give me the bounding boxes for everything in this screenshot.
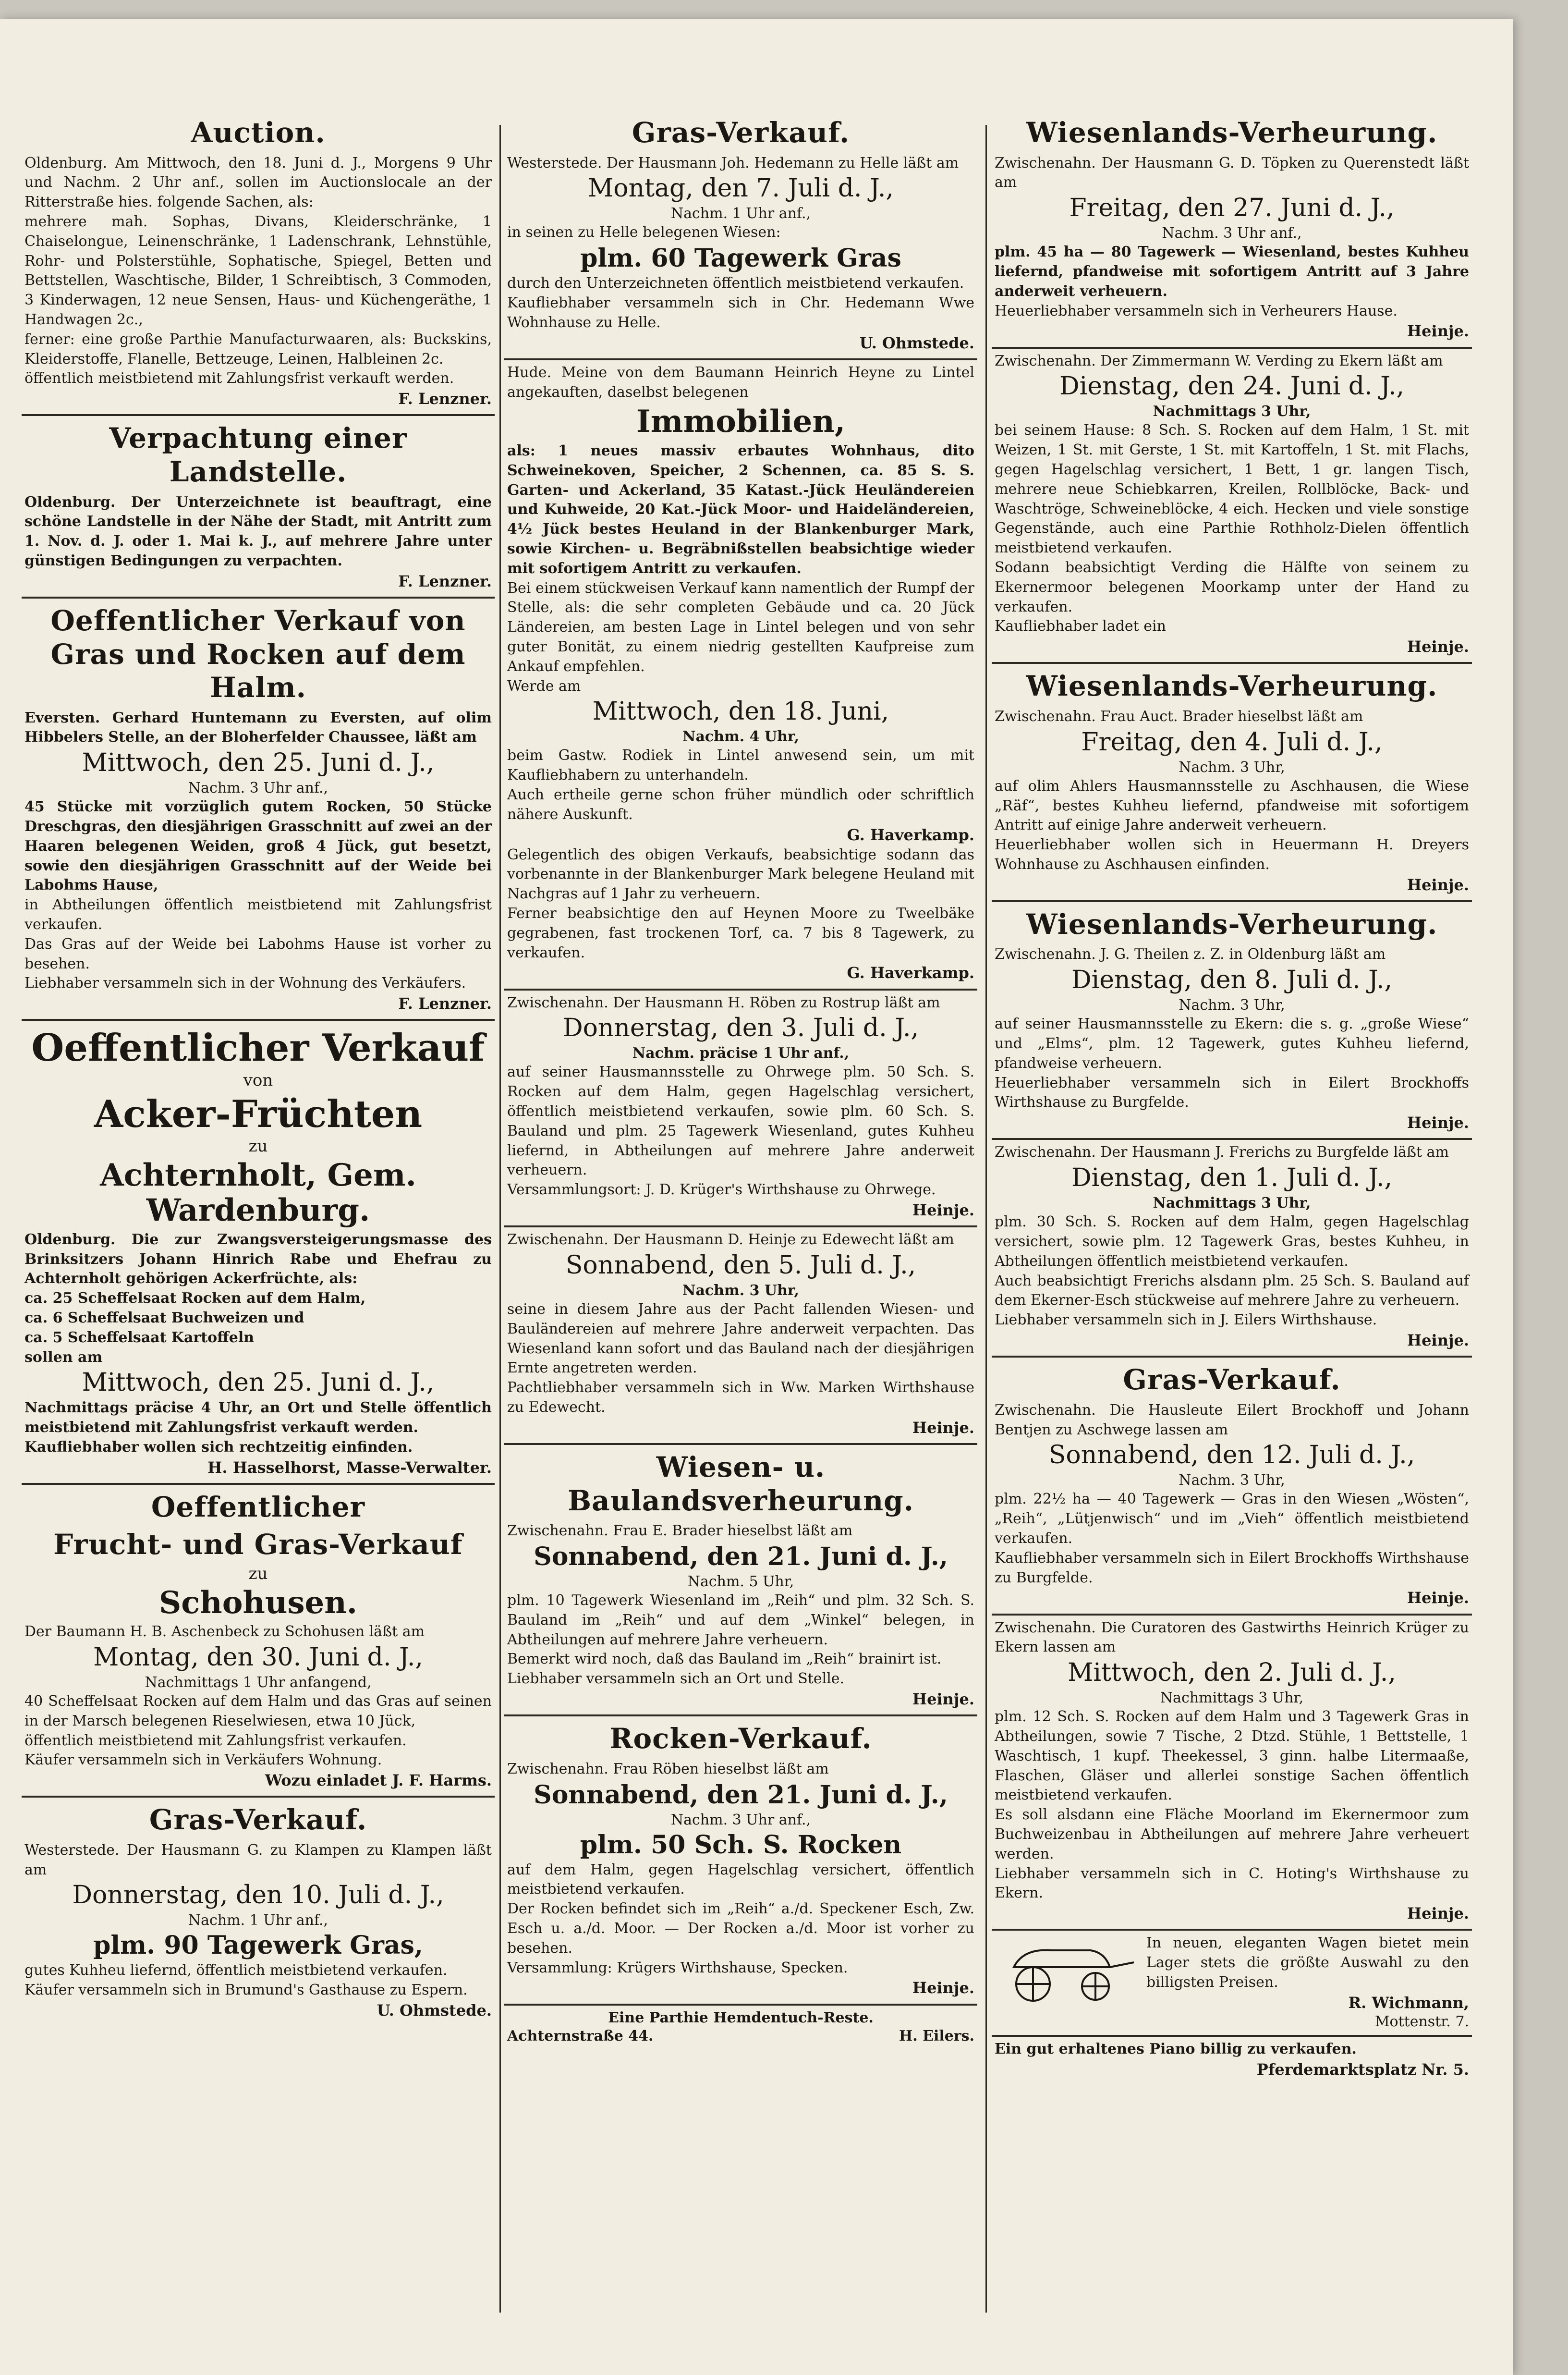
- column-divider: [499, 125, 501, 2313]
- ad-time: Nachmittags 1 Uhr anfangend,: [145, 1674, 372, 1691]
- ad-time: Nachm. 4 Uhr,: [682, 728, 799, 746]
- ad-title: Wiesenlands-Verheurung.: [1026, 670, 1438, 703]
- ad-text: Liebhaber versammeln sich an Ort und Stelle.: [507, 1670, 845, 1688]
- ad-title: Oeffentlicher Verkauf von Gras und Rocken auf dem Halm.: [50, 604, 466, 704]
- ad-date: Sonnabend, den 5. Juli d. J.,: [565, 1251, 916, 1280]
- ad-title: Gras-Verkauf.: [149, 1803, 367, 1836]
- ad-signature: Heinje.: [1407, 875, 1469, 894]
- ad-title: Wiesenlands-Verheurung.: [1026, 116, 1438, 149]
- ad-time: Nachm. 3 Uhr,: [1179, 997, 1285, 1014]
- ad-title: Immobilien,: [636, 404, 846, 440]
- ad-time: Nachm. 1 Uhr anf.,: [188, 1912, 328, 1929]
- ad-title-connector: zu: [248, 1137, 268, 1156]
- ad-auction: [22, 110, 495, 416]
- ad-text: Ferner beabsichtige den auf Heynen Moore zu Tweelbäke gegrabenen, fast trockenen Torf, ca. 7 bis 8 Tagewerk, zu verkaufen.: [507, 905, 974, 961]
- ad-text: Gelegentlich des obigen Verkaufs, beabsichtige sodann das vorbenannte in der Blankenburger Mark belegene Heuland mit Nachgras auf 1 Jahr zu verheuern.: [507, 846, 974, 903]
- carriage-block: [995, 1934, 1469, 2030]
- ad-meadow-brader: [992, 664, 1472, 902]
- ad-text: Zwischenahn. Die Curatoren des Gastwirths Heinrich Krüger zu Ekern lassen am: [995, 1619, 1469, 1656]
- ad-text: auf olim Ahlers Hausmannsstelle zu Aschhausen, die Wiese „Räf“, bestes Kuhheu liefernd, pfandweise mit sofortigem Antritt auf einige Jahre anderweit verheuern.: [995, 777, 1469, 834]
- ad-verding: [992, 349, 1472, 664]
- ad-heinje: [504, 1227, 977, 1445]
- ad-signature: Heinje.: [1407, 322, 1469, 341]
- ad-text: Eine Parthie Hemdentuch-Reste.: [608, 2009, 874, 2026]
- ad-title: Gras-Verkauf.: [1123, 1363, 1341, 1396]
- ad-rye-sale: [504, 1716, 977, 2005]
- ad-date: Sonnabend, den 21. Juni d. J.,: [534, 1542, 948, 1571]
- ad-text: Kaufliebhaber versammeln sich in Eilert Brockhoffs Wirthshause zu Burgfelde.: [995, 1549, 1469, 1586]
- ad-text: Der Rocken befindet sich im „Reih“ a./d. Speckener Esch, Zw. Esch u. a./d. Moor. — Der Rocken a./d. Moor ist vorher zu besehen.: [507, 1900, 974, 1957]
- ad-grass-brockhoff: [992, 1358, 1472, 1615]
- ad-text: seine in diesem Jahre aus der Pacht fallenden Wiesen- und Bauländereien auf mehrere Jahre anderweit verpachten. Das Wiesenland kann sofort und das Bauland nach der diesjährigen Ernte angetreten werden.: [507, 1301, 974, 1377]
- ad-shirting: [504, 2006, 977, 2050]
- ad-title: Gras-Verkauf.: [632, 116, 850, 149]
- ad-text: öffentlich meistbietend mit Zahlungsfrist verkaufen.: [24, 1732, 407, 1749]
- newspaper-page: [0, 19, 1513, 2375]
- ad-fruit-grass: [22, 1485, 495, 1798]
- ad-text: Bemerkt wird noch, daß das Bauland im „Reih“ brainirt ist.: [507, 1651, 942, 1668]
- ad-text: auf seiner Hausmannsstelle zu Ekern: die s. g. „große Wiese“ und „Elms“, plm. 12 Tagewerk, gutes Kuhheu liefernd, pfandweise verheuern.: [995, 1016, 1469, 1072]
- ad-text: Nachmittags präcise 4 Uhr, an Ort und Stelle öffentlich meistbietend mit Zahlungsfrist verkauft werden.: [24, 1399, 492, 1436]
- ad-grass-sale-2: [22, 1798, 495, 2026]
- ad-text: Werde am: [507, 677, 581, 695]
- ad-date: Sonnabend, den 12. Juli d. J.,: [1048, 1441, 1415, 1470]
- ad-title: Oeffentlicher: [151, 1490, 365, 1523]
- ad-address: Mottenstr. 7.: [1374, 2013, 1469, 2030]
- ad-date: Mittwoch, den 25. Juni d. J.,: [82, 1368, 435, 1397]
- ad-text: in seinen zu Helle belegenen Wiesen:: [507, 224, 781, 241]
- ad-date: Montag, den 7. Juli d. J.,: [588, 174, 894, 203]
- ad-text: plm. 45 ha — 80 Tagewerk — Wiesenland, bestes Kuhheu liefernd, pfandweise mit sofortigem Antritt auf 3 Jahre anderweit verheuern.: [995, 244, 1469, 300]
- ad-signature: Heinje.: [912, 1689, 974, 1708]
- ad-signature: G. Haverkamp.: [847, 825, 974, 844]
- ad-field-crops: [22, 1021, 495, 1485]
- ad-text: Bei einem stückweisen Verkauf kann namentlich der Rumpf der Stelle, als: die sehr completen Gebäude und ca. 20 Jück Ländereien, am besten Lage in Lintel belegen und von sehr guter Bonität, zu einem niedrig gestellten Kaufpreise zum Ankauf empfehlen.: [507, 579, 974, 675]
- ad-text: mehrere mah. Sophas, Divans, Kleiderschränke, 1 Chaiselongue, Leinenschränke, 1 Ladenschrank, Lehnstühle, Rohr- und Polsterstühle, Sophatische, Spiegel, Betten und Bettstellen, Waschtische, Bilder, 1 Schreibtisch, 3 Commoden, 3 Kinderwagen, 12 neue Sensen, Haus- und Küchengeräthe, 1 Handwagen 2c.,: [24, 213, 492, 328]
- ad-frerichs: [992, 1140, 1472, 1358]
- ad-text: Käufer versammeln sich in Verkäufers Wohnung.: [24, 1751, 382, 1769]
- ad-text: Zwischenahn. Frau Auct. Brader hieselbst läßt am: [995, 708, 1363, 725]
- ad-date: Montag, den 30. Juni d. J.,: [93, 1642, 423, 1672]
- ad-signature: Heinje.: [912, 1979, 974, 1997]
- ad-time: Nachmittags 3 Uhr,: [1160, 1689, 1304, 1707]
- ad-text: Zwischenahn. Der Hausmann J. Frerichs zu Burgfelde läßt am: [995, 1144, 1449, 1161]
- ad-signature: Heinje.: [912, 1418, 974, 1437]
- carriage-text-block: [1146, 1934, 1469, 2030]
- ad-title: Auction.: [191, 116, 326, 149]
- ad-time: Nachm. 3 Uhr anf.,: [188, 780, 328, 797]
- ad-text: Ein gut erhaltenes Piano billig zu verkaufen.: [995, 2040, 1357, 2057]
- ad-text: Kaufliebhaber versammeln sich in Chr. Hedemann Wwe Wohnhause zu Helle.: [507, 294, 974, 331]
- ad-text: Versammlung: Krügers Wirthshause, Specken.: [507, 1959, 848, 1976]
- ad-text: Das Gras auf der Weide bei Labohms Hause ist vorher zu besehen.: [24, 935, 492, 972]
- ad-signature: H. Eilers.: [899, 2028, 974, 2045]
- ad-time: Nachm. präcise 1 Uhr anf.,: [632, 1045, 850, 1062]
- ad-title: Wiesenlands-Verheurung.: [1026, 907, 1438, 941]
- ad-text: Zwischenahn. Der Hausmann H. Röben zu Rostrup läßt am: [507, 994, 940, 1011]
- ad-signature: U. Ohmstede.: [859, 333, 974, 352]
- column-3: [992, 110, 1472, 2322]
- ad-text: plm. 10 Tagewerk Wiesenland im „Reih“ und plm. 32 Sch. S. Bauland im „Reih“ und auf dem „Winkel“ belegen, in Abtheilungen auf mehrere Jahre verheuern.: [507, 1591, 974, 1648]
- ad-time: Nachm. 3 Uhr anf.,: [670, 1811, 811, 1828]
- ad-grass-sale-hedemann: [504, 110, 977, 360]
- ad-krueger: [992, 1616, 1472, 1931]
- ad-text: Oldenburg. Am Mittwoch, den 18. Juni d. J., Morgens 9 Uhr und Nachm. 2 Uhr anf., sollen im Auctionslocale an der Ritterstraße hies. folgende Sachen, als:: [24, 154, 492, 211]
- ad-signature: Heinje.: [1407, 637, 1469, 656]
- column-divider: [985, 125, 987, 2313]
- ad-title: Frucht- und Gras-Verkauf: [53, 1528, 463, 1561]
- ad-time: Nachm. 3 Uhr,: [682, 1282, 799, 1299]
- ad-text: Es soll alsdann eine Fläche Moorland im Ekernermoor zum Buchweizenbau in Abtheilungen auf mehrere Jahre verheuert werden.: [995, 1806, 1469, 1862]
- ad-date: Dienstag, den 24. Juni d. J.,: [1059, 372, 1405, 401]
- ad-text: Der Baumann H. B. Aschenbeck zu Schohusen läßt am: [24, 1623, 425, 1640]
- ad-text: Zwischenahn. Der Zimmermann W. Verding zu Ekern läßt am: [995, 352, 1443, 369]
- ad-signature: F. Lenzner.: [398, 390, 492, 408]
- ad-text: öffentlich meistbietend mit Zahlungsfrist verkauft werden.: [24, 370, 454, 387]
- ad-text: Liebhaber versammeln sich in C. Hoting's Wirthshause zu Ekern.: [995, 1865, 1469, 1902]
- ad-list-item: ca. 5 Scheffelsaat Kartoffeln: [24, 1329, 255, 1346]
- ad-time: Nachm. 3 Uhr,: [1179, 1472, 1285, 1489]
- ad-date: Freitag, den 27. Juni d. J.,: [1069, 194, 1395, 223]
- ad-meadow-lease: [504, 1445, 977, 1716]
- ad-lease: [22, 416, 495, 599]
- carriage-shaft: [1110, 1962, 1134, 1967]
- ad-text: Westerstede. Der Hausmann G. zu Klampen zu Klampen läßt am: [24, 1841, 492, 1878]
- ad-text: Auch ertheile gerne schon früher mündlich oder schriftlich nähere Auskunft.: [507, 786, 974, 823]
- ad-address: Achternstraße 44.: [507, 2028, 654, 2045]
- ad-grass-sale: [22, 599, 495, 1021]
- ad-text: Heuerliebhaber versammeln sich in Eilert Brockhoffs Wirthshause zu Burgfelde.: [995, 1074, 1469, 1111]
- ad-signature: Heinje.: [1407, 1589, 1469, 1607]
- ad-list-item: ca. 6 Scheffelsaat Buchweizen und: [24, 1309, 304, 1326]
- ad-text: Heuerliebhaber wollen sich in Heuermann H. Dreyers Wohnhause zu Aschhausen einfinden.: [995, 836, 1469, 873]
- ad-date: Mittwoch, den 18. Juni,: [592, 697, 889, 726]
- ad-text: sollen am: [24, 1348, 103, 1366]
- ad-text: plm. 22½ ha — 40 Tagewerk — Gras in den Wiesen „Wösten“, „Reih“, „Lütjenwisch“ und im „Vieh“ öffentlich meistbietend verkaufen.: [995, 1491, 1469, 1547]
- ad-footer-line: [507, 2028, 974, 2044]
- ad-text: in Abtheilungen öffentlich meistbietend mit Zahlungsfrist verkaufen.: [24, 896, 492, 933]
- ad-text: Zwischenahn. Der Hausmann G. D. Töpken zu Querenstedt läßt am: [995, 154, 1469, 191]
- ad-meadow-topken: [992, 110, 1472, 349]
- ad-text: plm. 30 Sch. S. Rocken auf dem Halm, gegen Hagelschlag versichert, sowie plm. 12 Tagewerk Gras, bestes Kuhheu, in Abtheilungen öffentlich meistbietend verkaufen.: [995, 1213, 1469, 1270]
- ad-text: Kaufliebhaber ladet ein: [995, 618, 1166, 635]
- ad-text: In neuen, eleganten Wagen bietet mein Lager stets die größte Auswahl zu den billigsten Preisen.: [1146, 1934, 1469, 1991]
- ad-date: Mittwoch, den 2. Juli d. J.,: [1068, 1658, 1396, 1688]
- ad-time: Nachmittags 3 Uhr,: [1153, 403, 1311, 420]
- ad-carriages: [992, 1931, 1472, 2037]
- ad-title: Rocken-Verkauf.: [609, 1722, 872, 1755]
- ad-signature: Heinje.: [1407, 1331, 1469, 1350]
- ad-text: ferner: eine große Parthie Manufacturwaaren, als: Buckskins, Kleiderstoffe, Flanelle, Bettzeuge, Leinen, Halbleinen 2c.: [24, 331, 492, 367]
- ad-text: Sodann beabsichtigt Verding die Hälfte von seinem zu Ekernermoor belegenen Moorkamp unter der Hand zu verkaufen.: [995, 559, 1469, 615]
- ad-signature: U. Ohmstede.: [377, 2001, 492, 2020]
- ad-signature: G. Haverkamp.: [847, 964, 974, 982]
- ad-date: Mittwoch, den 25. Juni d. J.,: [82, 748, 435, 778]
- ad-text: auf dem Halm, gegen Hagelschlag versichert, öffentlich meistbietend verkaufen.: [507, 1861, 974, 1898]
- ad-time: Nachm. 1 Uhr anf.,: [670, 205, 811, 222]
- ad-text: Versammlungsort: J. D. Krüger's Wirthshause zu Ohrwege.: [507, 1181, 936, 1199]
- ad-text: Hude. Meine von dem Baumann Heinrich Heyne zu Lintel angekauften, daselbst belegenen: [507, 364, 974, 401]
- ad-text: Oldenburg. Die zur Zwangsversteigerungsmasse des Brinksitzers Johann Hinrich Rabe und Ehefrau zu Achternholt gehörigen Ackerfrüchte, als:: [24, 1231, 492, 1287]
- ad-highlight: plm. 50 Sch. S. Rocken: [580, 1830, 902, 1860]
- ad-time: Nachm. 5 Uhr,: [687, 1573, 794, 1590]
- ad-title-connector: zu: [248, 1564, 268, 1584]
- ad-text: auf seiner Hausmannsstelle zu Ohrwege plm. 50 Sch. S. Rocken auf dem Halm, gegen Hagelschlag versichert, öffentlich meistbietend verkaufen, sowie plm. 60 Sch. S. Bauland und plm. 25 Tagewerk Wiesenland, gutes Kuhheu liefernd, in Abtheilungen auf mehrere Jahre anderweit verheuern.: [507, 1064, 974, 1179]
- ad-title: Schohusen.: [158, 1584, 358, 1621]
- ad-text: Zwischenahn. Die Hausleute Eilert Brockhoff und Johann Bentjen zu Aschwege lassen am: [995, 1401, 1469, 1438]
- ad-title-connector: von: [243, 1071, 273, 1090]
- carriage-illustration: [995, 1934, 1139, 2006]
- ad-text: Zwischenahn. Frau E. Brader hieselbst läßt am: [507, 1522, 853, 1540]
- ad-title: Wiesen- u. Baulandsverheurung.: [568, 1450, 914, 1517]
- ad-text: Pachtliebhaber versammeln sich in Ww. Marken Wirthshause zu Edewecht.: [507, 1379, 974, 1416]
- ad-signature: Heinje.: [1407, 1904, 1469, 1923]
- ad-text: Liebhaber versammeln sich in J. Eilers Wirthshause.: [995, 1311, 1377, 1329]
- ad-text: Kaufliebhaber wollen sich rechtzeitig einfinden.: [24, 1438, 413, 1456]
- ad-time: Nachm. 3 Uhr,: [1179, 759, 1285, 776]
- ad-date: Dienstag, den 1. Juli d. J.,: [1071, 1163, 1393, 1193]
- ad-signature: R. Wichmann,: [1348, 1993, 1469, 2012]
- ad-text: plm. 12 Sch. S. Rocken auf dem Halm und 3 Tagewerk Gras in Abtheilungen, sowie 7 Tische, 2 Dtzd. Stühle, 1 Bettstelle, 1 Waschtisch, 1 kupf. Theekessel, 3 ginn. halbe Litermaaße, Flaschen, Gläser und allerlei sonstige Sachen öffentlich meistbietend verkaufen.: [995, 1708, 1469, 1804]
- ad-highlight: plm. 90 Tagewerk Gras,: [93, 1931, 423, 1960]
- ad-text: Liebhaber versammeln sich in der Wohnung des Verkäufers.: [24, 975, 466, 992]
- ad-meadow-theilen: [992, 902, 1472, 1140]
- ad-title: Verpachtung einer Landstelle.: [109, 422, 407, 488]
- ad-date: Donnerstag, den 10. Juli d. J.,: [72, 1881, 444, 1910]
- ad-text: beim Gastw. Rodiek in Lintel anwesend sein, um mit Kaufliebhabern zu unterhandeln.: [507, 747, 974, 784]
- ad-title: Oeffentlicher Verkauf: [31, 1026, 485, 1070]
- ad-signature: Wozu einladet J. F. Harms.: [265, 1771, 492, 1790]
- ad-text: Oldenburg. Der Unterzeichnete ist beauftragt, eine schöne Landstelle in der Nähe der Stadt, mit Antritt zum 1. Nov. d. J. oder 1. Mai k. J., auf mehrere Jahre unter günstigen Bedingungen zu verpachten.: [24, 493, 492, 569]
- ad-piano: [992, 2037, 1472, 2085]
- ad-signature: H. Hasselhorst, Masse-Verwalter.: [207, 1458, 492, 1477]
- ad-text: Auch beabsichtigt Frerichs alsdann plm. 25 Sch. S. Bauland auf dem Ekerner-Esch stückweise auf mehrere Jahre zu verheuern.: [995, 1272, 1469, 1309]
- ad-text: Westerstede. Der Hausmann Joh. Hedemann zu Helle läßt am: [507, 154, 959, 171]
- ad-time: Nachmittags 3 Uhr,: [1153, 1195, 1311, 1212]
- ad-title: Achternholt, Gem. Wardenburg.: [100, 1157, 416, 1229]
- ad-signature: Heinje.: [1407, 1114, 1469, 1132]
- ad-highlight: plm. 60 Tagewerk Gras: [580, 244, 901, 273]
- ad-text: Zwischenahn. Der Hausmann D. Heinje zu Edewecht läßt am: [507, 1231, 954, 1249]
- ad-date: Donnerstag, den 3. Juli d. J.,: [562, 1014, 919, 1043]
- ad-text: Eversten. Gerhard Huntemann zu Eversten, auf olim Hibbelers Stelle, an der Bloherfelder Chaussee, läßt am: [24, 709, 492, 746]
- ad-text: als: 1 neues massiv erbautes Wohnhaus, dito Schweinekoven, Speicher, 2 Schennen, ca. 85 S. S. Garten- und Ackerland, 35 Katast.-Jück Heuländereien und Kuhweide, 20 Kat.-Jück Moor- und Haideländereien, 4½ Jück bestes Heuland in der Blankenburger Mark, sowie Kirchen- u. Begräbnißstellen beabsichtige wieder mit sofortigem Antritt zu verkaufen.: [507, 442, 974, 577]
- ad-date: Sonnabend, den 21. Juni d. J.,: [534, 1780, 948, 1810]
- ad-text: durch den Unterzeichneten öffentlich meistbietend verkaufen.: [507, 275, 964, 292]
- ad-signature: F. Lenzner.: [398, 572, 492, 590]
- ad-address: Pferdemarktsplatz Nr. 5.: [1256, 2060, 1469, 2079]
- ad-signature: F. Lenzner.: [398, 994, 492, 1013]
- ad-signature: Heinje.: [912, 1201, 974, 1220]
- ad-list-item: ca. 25 Scheffelsaat Rocken auf dem Halm,: [24, 1290, 366, 1307]
- ad-text: 45 Stücke mit vorzüglich gutem Rocken, 50 Stücke Dreschgras, den diesjährigen Grasschnitt auf zwei an der Haaren belegenen Weiden, groß 4 Jück, gut besetzt, sowie den diesjährigen Grasschnitt auf der Weide bei Labohms Hause,: [24, 798, 492, 894]
- ad-text: Heuerliebhaber versammeln sich in Verheurers Hause.: [995, 302, 1398, 319]
- ad-time: Nachm. 3 Uhr anf.,: [1162, 225, 1302, 242]
- column-1: [22, 110, 495, 2322]
- ad-text: Zwischenahn. Frau Röben hieselbst läßt am: [507, 1760, 829, 1777]
- ad-date: Dienstag, den 8. Juli d. J.,: [1071, 966, 1393, 995]
- carriage-body: [1014, 1950, 1110, 1968]
- ad-text: Zwischenahn. J. G. Theilen z. Z. in Oldenburg läßt am: [995, 946, 1386, 963]
- ad-text: bei seinem Hause: 8 Sch. S. Rocken auf dem Halm, 1 St. mit Weizen, 1 St. mit Gerste, 1 St. mit Kartoffeln, 1 St. mit Flachs, gegen Hagelschlag versichert, 1 Bett, 1 gr. langen Tisch, mehrere neue Schiebkarren, Kreilen, Rollblöcke, Back- und Waschtröge, Schweineblöcke, 4 eich. Hecken und viele sonstige Gegenstände, auch eine Parthie Rothholz-Dielen öffentlich meistbietend verkaufen.: [995, 422, 1469, 557]
- ad-roeben: [504, 991, 977, 1228]
- column-2: [504, 110, 977, 2322]
- ad-real-estate: [504, 360, 977, 991]
- ad-text: gutes Kuhheu liefernd, öffentlich meistbietend verkaufen.: [24, 1962, 448, 1979]
- ad-text: 40 Scheffelsaat Rocken auf dem Halm und das Gras auf seinen in der Marsch belegenen Rieselwiesen, etwa 10 Jück,: [24, 1692, 492, 1729]
- ad-text: Käufer versammeln sich in Brumund's Gasthause zu Espern.: [24, 1982, 468, 1999]
- ad-title: Acker-Früchten: [94, 1092, 423, 1136]
- ad-date: Freitag, den 4. Juli d. J.,: [1081, 727, 1383, 757]
